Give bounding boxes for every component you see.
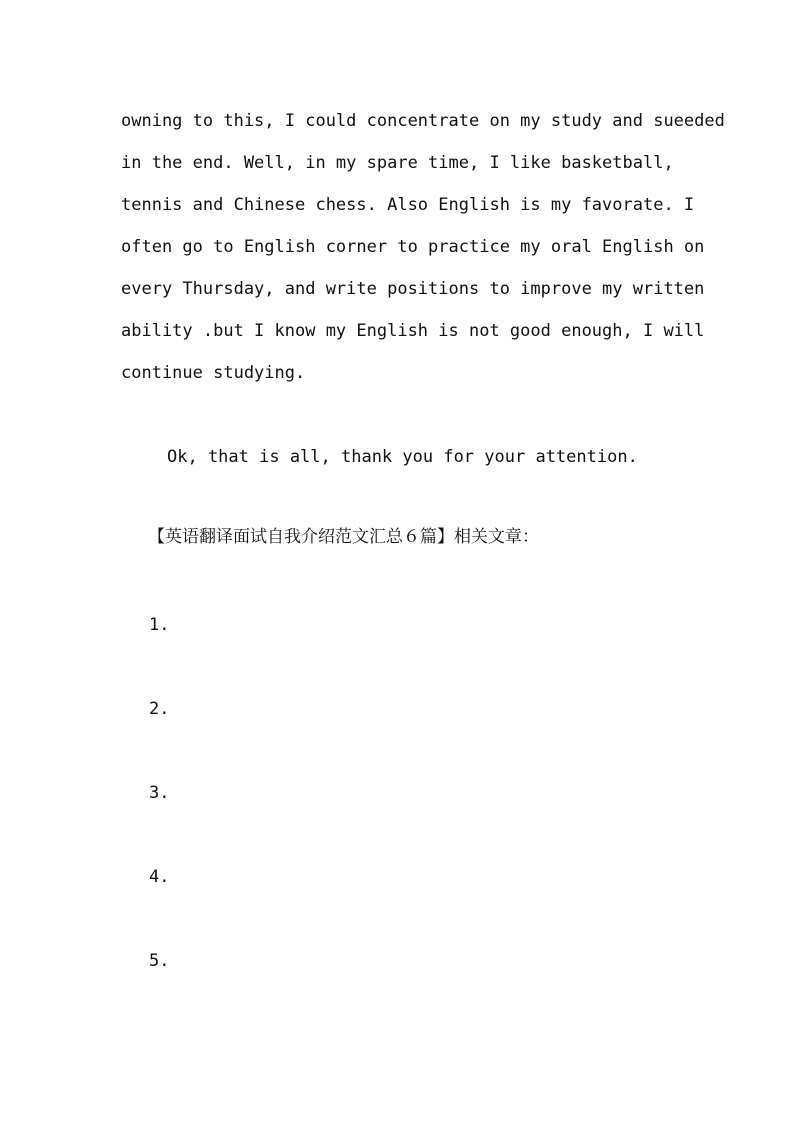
list-item[interactable]: 5.	[149, 951, 170, 971]
closing-sentence: Ok, that is all, thank you for your attention.	[167, 447, 638, 467]
paragraph-line-3: tennis and Chinese chess. Also English is my favorate. I	[121, 195, 695, 215]
list-item[interactable]: 1.	[149, 615, 170, 635]
list-item[interactable]: 3.	[149, 783, 170, 803]
paragraph-line-5: every Thursday, and write positions to improve my written	[121, 279, 705, 299]
paragraph-line-1: owning to this, I could concentrate on my study and sueeded	[121, 111, 725, 131]
paragraph-line-2: in the end. Well, in my spare time, I like basketball,	[121, 153, 674, 173]
paragraph-line-4: often go to English corner to practice my oral English on	[121, 237, 705, 257]
list-item[interactable]: 4.	[149, 867, 170, 887]
paragraph-line-7: continue studying.	[121, 363, 306, 383]
paragraph-line-6: ability .but I know my English is not good enough, I will	[121, 321, 705, 341]
list-item[interactable]: 2.	[149, 699, 170, 719]
related-articles-heading: 【英语翻译面试自我介绍范文汇总６篇】相关文章：	[148, 527, 539, 547]
